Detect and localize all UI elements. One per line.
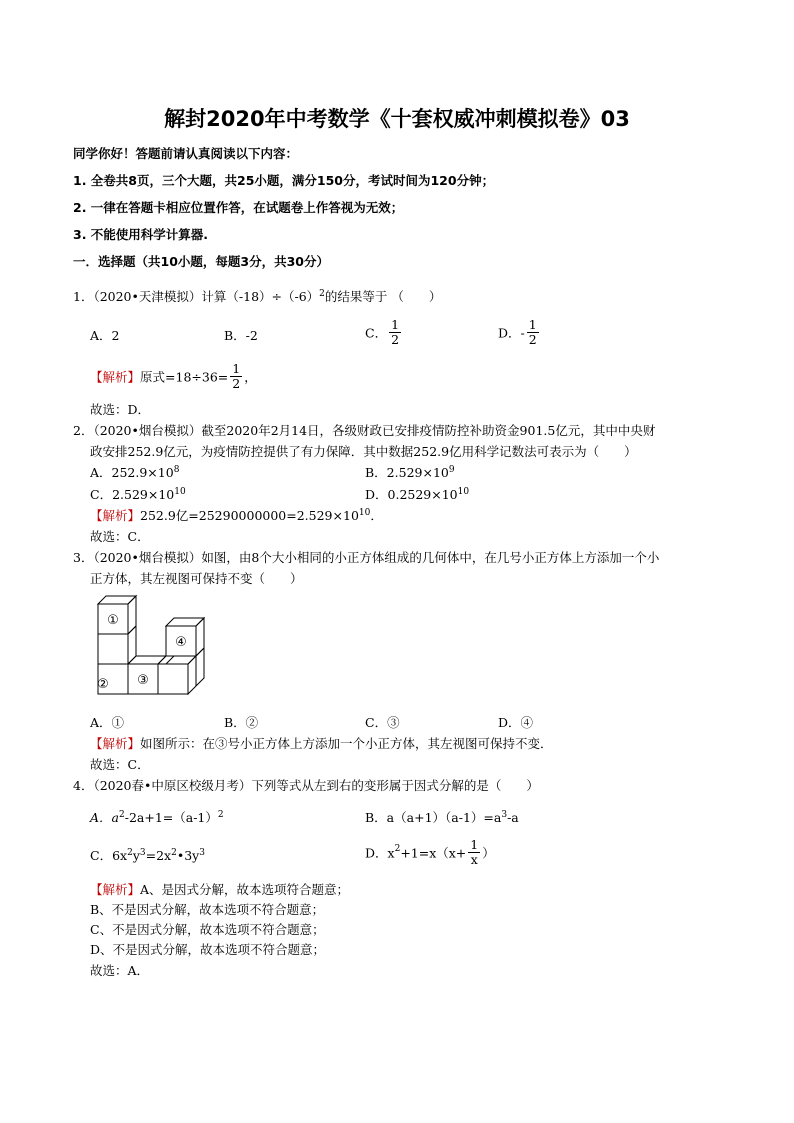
q4-option-b: B．$a(a+1)(a-1)=a^3-a$ xyxy=(365,809,519,825)
q2-stem-line1: 2．（2020•烟台模拟）截至2020年2月14日，各级财政已安排疫情防控补助资金901.5亿元，其中中央财 xyxy=(73,423,656,438)
cube-label-4: ④ xyxy=(175,635,187,650)
cube-front xyxy=(158,664,188,694)
cube-top-face xyxy=(158,656,174,664)
q4-option-d: D．$x^2+1=x(x+$ $\frac{1}{x}$ ） xyxy=(365,837,495,867)
cube-side-face xyxy=(128,596,136,634)
q1-stem: 1．（2020•天津模拟）计算$(-18)\div(-6)^2$的结果等于 （ ） xyxy=(73,288,442,304)
q1-option-c: C． $\frac{1}{2}$ xyxy=(365,317,400,347)
cube-top-face xyxy=(166,618,204,626)
q3-stem-line1: 3．（2020•烟台模拟）如图，由8个大小相同的小正方体组成的几何体中，在几号小正方体上方添加一个小 xyxy=(73,550,660,565)
intro-rule-1: 1. 全卷共8页，三个大题，共25小题，满分150分，考试时间为120分钟； xyxy=(73,173,495,188)
q4-stem: 4．（2020春•中原区校级月考）下列等式从左到右的变形属于因式分解的是（ ） xyxy=(73,778,539,793)
intro-rule-3: 3. 不能使用科学计算器. xyxy=(73,227,209,242)
q2-answer: 故选：C． xyxy=(90,529,150,544)
q3-option-a: A．① xyxy=(90,715,125,730)
q2-stem-line2: 政安排252.9亿元，为疫情防控提供了有力保障．其中数据252.9亿用科学记数法可表示为（ ） xyxy=(90,444,637,459)
q3-stem-line2: 正方体，其左视图可保持不变（ ） xyxy=(90,571,303,586)
cube-label-1: ① xyxy=(107,613,119,628)
q4-analysis-d: D、不是因式分解，故本选项不符合题意； xyxy=(90,942,326,957)
cube-side-face xyxy=(128,626,136,664)
cube-front xyxy=(98,634,128,664)
q1-answer: 故选：D． xyxy=(90,402,151,417)
cube-top-face xyxy=(128,656,166,664)
section-heading: 一．选择题（共10小题，每题3分，共30分） xyxy=(73,254,329,269)
q3-option-d: D．④ xyxy=(498,715,534,730)
q4-answer: 故选：A． xyxy=(90,963,150,978)
q2-option-d: D．$0.2529\times 10^{10}$ xyxy=(365,486,470,502)
q4-option-c: C．$6x^2y^3=2x^2•3y^3$ xyxy=(90,847,205,863)
q3-analysis: 【解析】如图所示：在③号小正方体上方添加一个小正方体，其左视图可保持不变． xyxy=(90,736,553,751)
q4-analysis-a: 【解析】A、是因式分解，故本选项符合题意； xyxy=(90,882,350,897)
cube-label-2: ② xyxy=(97,677,109,692)
q1-option-a: A．2 xyxy=(90,328,120,343)
q4-analysis-b: B、不是因式分解，故本选项不符合题意； xyxy=(90,902,325,917)
q4-analysis-c: C、不是因式分解，故本选项不符合题意； xyxy=(90,922,325,937)
cube-top-face xyxy=(98,596,136,604)
page-title: 解封2020年中考数学《十套权威冲刺模拟卷》03 xyxy=(164,107,630,131)
q1-option-d: D．- $\frac{1}{2}$ xyxy=(498,317,537,347)
q3-option-c: C．③ xyxy=(365,715,400,730)
q1-option-b: B．-2 xyxy=(224,328,258,343)
q1-analysis: 【解析】原式=18÷36= $\frac{1}{2}$ ， xyxy=(90,361,257,391)
cube-edge xyxy=(188,656,196,664)
intro-greeting: 同学你好！答题前请认真阅读以下内容： xyxy=(73,146,299,161)
intro-rule-2: 2. 一律在答题卡相应位置作答，在试题卷上作答视为无效； xyxy=(73,200,404,215)
q2-analysis: 【解析】252.9亿$=25290000000=2.529\times 10^{10}$． xyxy=(90,507,383,523)
q4-option-a: A．$a^2-2a+1=(a-1)^2$ xyxy=(90,809,224,825)
q3-answer: 故选：C． xyxy=(90,757,150,772)
q3-option-b: B．② xyxy=(224,715,259,730)
cube-side-face xyxy=(196,618,204,656)
q2-option-b: B．$2.529\times 10^9$ xyxy=(365,464,455,480)
q3-cube-figure xyxy=(86,592,211,698)
cube-label-3: ③ xyxy=(137,673,149,688)
q2-option-a: A．$252.9\times 10^8$ xyxy=(90,464,180,480)
q2-option-c: C．$2.529\times 10^{10}$ xyxy=(90,486,186,502)
